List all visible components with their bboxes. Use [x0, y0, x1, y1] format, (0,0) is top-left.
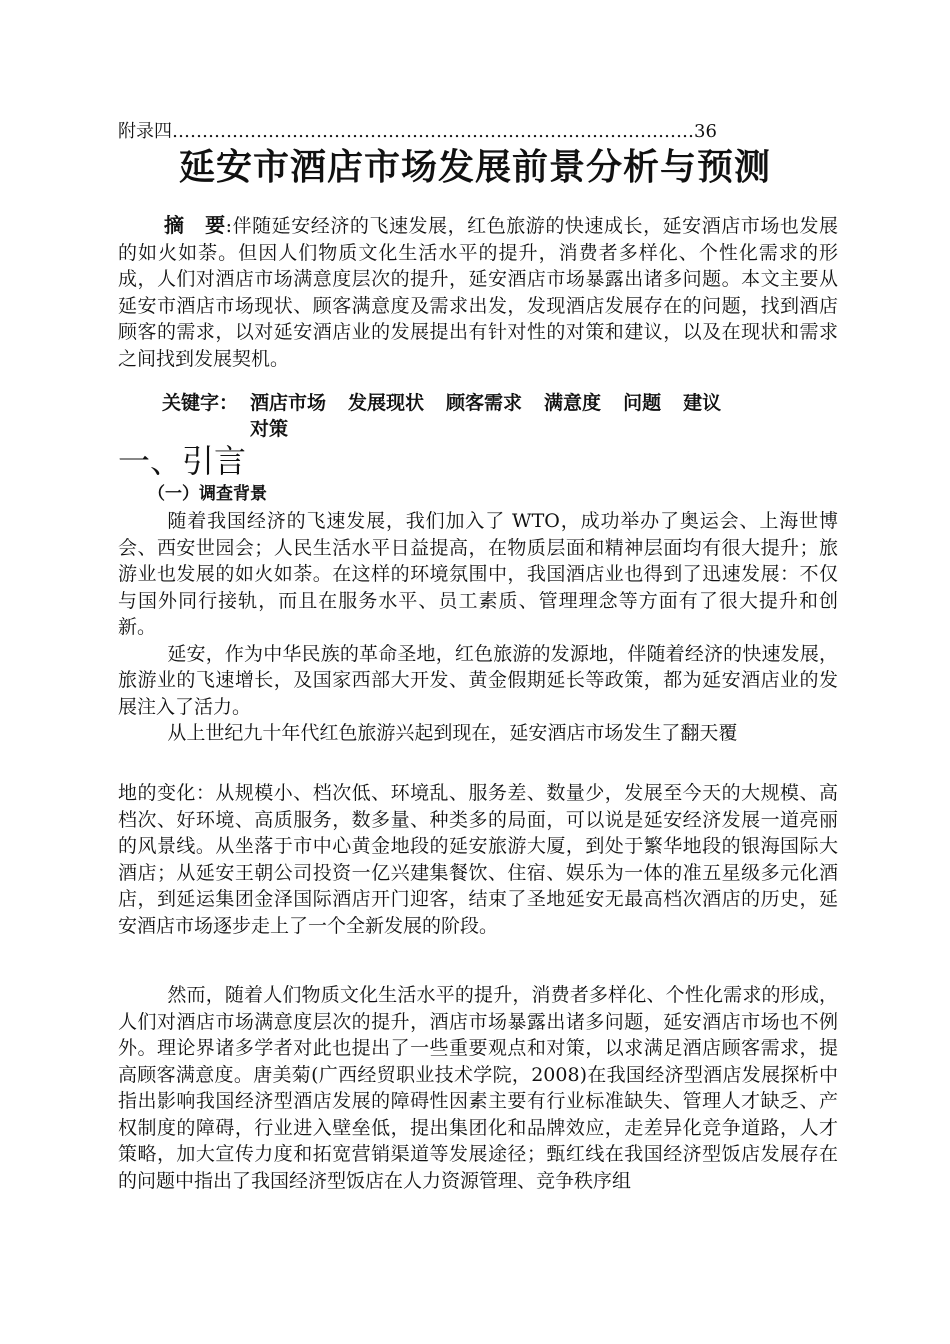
- toc-leader-dots: ……………………………………………………………………………: [172, 121, 694, 142]
- section-heading: 一、引言: [118, 442, 247, 480]
- body-text-block-2: [118, 780, 838, 939]
- body-paragraph: 延安，作为中华民族的革命圣地，红色旅游的发源地，伴随着经济的快速发展，旅游业的飞速增长，及国家西部大开发、黄金假期延长等政策，都为延安酒店业的发展注入了活力。: [118, 642, 838, 718]
- keyword-item: 问题: [623, 392, 662, 414]
- toc-page-number: 36: [694, 121, 717, 142]
- body-paragraph: 然而，随着人们物质文化生活水平的提升，消费者多样化、个性化需求的形成，人们对酒店市场满意度层次的提升，酒店市场暴露出诸多问题，延安酒店市场也不例外。理论界诸多学者对此也提出了一些重要观点和对策，以求满足酒店顾客需求，提高顾客满意度。唐美菊(广西经贸职业技术学院，2008)在我国经济型酒店发展探析中指出影响我国经济型酒店发展的障碍性因素主要有行业标准缺失、管理人才缺乏、产权制度的障碍，行业进入壁垒低，提出集团化和品牌效应，走差异化竞争道路，人才策略，加大宣传力度和拓宽营销渠道等发展途径；甄红线在我国经济型饭店发展存在的问题中指出了我国经济型饭店在人力资源管理、竞争秩序组: [118, 984, 838, 1192]
- abstract: [118, 212, 838, 372]
- toc-entry[interactable]: [118, 120, 818, 144]
- toc-entry-label: 附录四: [118, 121, 172, 142]
- keyword-item: 酒店市场: [250, 392, 327, 414]
- keyword-item: 满意度: [544, 392, 602, 414]
- body-paragraph: 随着我国经济的飞速发展，我们加入了 WTO，成功举办了奥运会、上海世博会、西安世园会；人民生活水平日益提高，在物质层面和精神层面均有很大提升；旅游业也发展的如火如荼。在这样的环境氛围中，我国酒店业也得到了迅速发展：不仅与国外同行接轨，而且在服务水平、员工素质、管理理念等方面有了很大提升和创新。: [118, 510, 838, 638]
- keywords: [162, 390, 802, 442]
- subsection-heading: （一）调查背景: [148, 484, 267, 504]
- body-text-block-1: [118, 508, 838, 747]
- keywords-label: 关键字：: [162, 392, 239, 414]
- keyword-item: 对策: [250, 418, 289, 440]
- keyword-item: 顾客需求: [446, 392, 523, 414]
- keyword-item: 发展现状: [348, 392, 425, 414]
- body-paragraph: 从上世纪九十年代红色旅游兴起到现在，延安酒店市场发生了翻天覆: [167, 722, 738, 744]
- body-paragraph: 地的变化：从规模小、档次低、环境乱、服务差、数量少，发展至今天的大规模、高档次、好环境、高质服务，数多量、种类多的局面，可以说是延安经济发展一道亮丽的风景线。从坐落于市中心黄金地段的延安旅游大厦，到处于繁华地段的银海国际大酒店；从延安王朝公司投资一亿兴建集餐饮、住宿、娱乐为一体的准五星级多元化酒店，到延运集团金泽国际酒店开门迎客，结束了圣地延安无最高档次酒店的历史，延安酒店市场逐步走上了一个全新发展的阶段。: [118, 782, 838, 937]
- abstract-text: :伴随延安经济的飞速发展，红色旅游的快速成长，延安酒店市场也发展的如火如荼。但因人们物质文化生活水平的提升，消费者多样化、个性化需求的形成，人们对酒店市场满意度层次的提升，延安酒店市场暴露出诸多问题。本文主要从延安市酒店市场现状、顾客满意度及需求出发，发现酒店发展存在的问题，找到酒店顾客的需求，以对延安酒店业的发展提出有针对性的对策和建议，以及在现状和需求之间找到发展契机。: [118, 215, 838, 370]
- body-text-block-3: [118, 982, 838, 1194]
- abstract-label: 摘 要: [164, 213, 226, 237]
- document-title: 延安市酒店市场发展前景分析与预测: [178, 147, 771, 188]
- keyword-item: 建议: [683, 392, 722, 414]
